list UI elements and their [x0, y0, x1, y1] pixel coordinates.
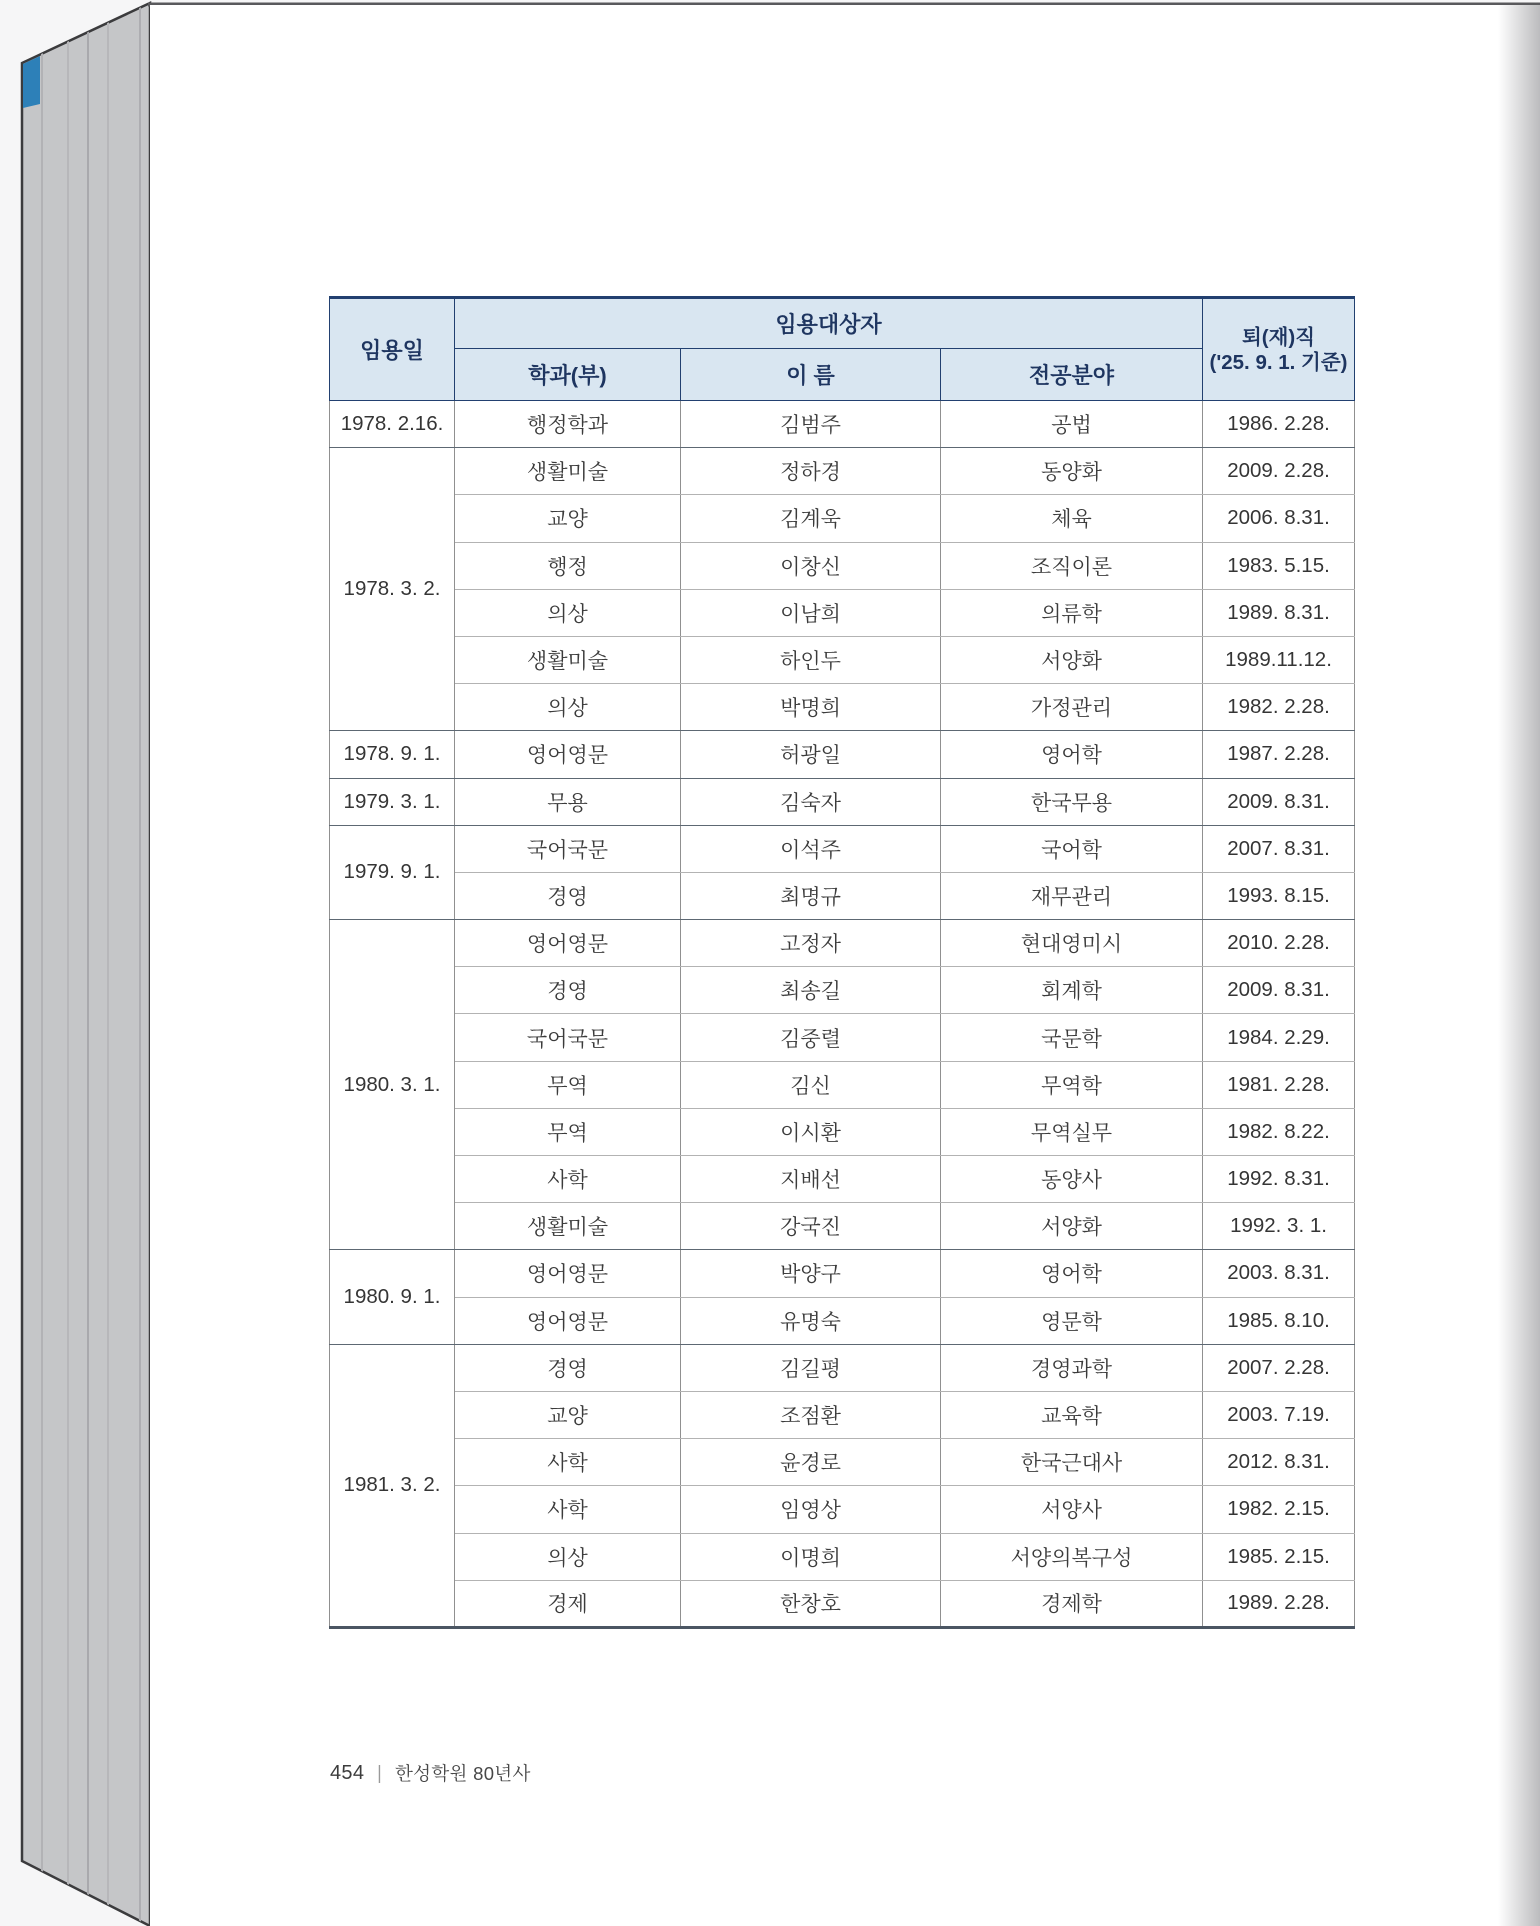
major-cell: 조직이론	[941, 542, 1203, 589]
retirement-date-cell: 2007. 2.28.	[1203, 1344, 1355, 1391]
name-cell: 김중렬	[681, 1014, 941, 1061]
name-cell: 조점환	[681, 1391, 941, 1438]
table-row	[330, 1108, 1355, 1155]
table-row	[330, 1533, 1355, 1580]
major-cell: 경제학	[941, 1580, 1203, 1627]
department-cell: 생활미술	[455, 448, 681, 495]
major-cell: 동양사	[941, 1156, 1203, 1203]
retirement-date-cell: 1981. 2.28.	[1203, 1061, 1355, 1108]
major-cell: 영문학	[941, 1297, 1203, 1344]
retirement-date-cell: 2003. 7.19.	[1203, 1391, 1355, 1438]
department-cell: 경영	[455, 967, 681, 1014]
major-cell: 무역실무	[941, 1108, 1203, 1155]
retirement-date-cell: 1984. 2.29.	[1203, 1014, 1355, 1061]
department-cell: 경영	[455, 872, 681, 919]
major-cell: 영어학	[941, 1250, 1203, 1297]
table-row	[330, 1156, 1355, 1203]
table-row	[330, 1061, 1355, 1108]
appointment-date-cell: 1979. 3. 1.	[330, 778, 455, 825]
major-cell: 한국근대사	[941, 1439, 1203, 1486]
table-row	[330, 589, 1355, 636]
name-cell: 이남희	[681, 589, 941, 636]
major-cell: 회계학	[941, 967, 1203, 1014]
page-number: 454	[330, 1761, 365, 1784]
major-cell: 무역학	[941, 1061, 1203, 1108]
major-cell: 재무관리	[941, 872, 1203, 919]
table-row	[330, 1344, 1355, 1391]
header-name: 이 름	[681, 349, 941, 401]
department-cell: 무역	[455, 1061, 681, 1108]
department-cell: 생활미술	[455, 636, 681, 683]
blue-bookmark-accent	[23, 56, 40, 108]
name-cell: 이석주	[681, 825, 941, 872]
header-appointment-date: 임용일	[330, 298, 455, 401]
name-cell: 윤경로	[681, 1439, 941, 1486]
major-cell: 서양화	[941, 1203, 1203, 1250]
name-cell: 지배선	[681, 1156, 941, 1203]
name-cell: 김길평	[681, 1344, 941, 1391]
table-row	[330, 967, 1355, 1014]
header-appointee-group: 임용대상자	[455, 298, 1203, 349]
table-row	[330, 920, 1355, 967]
table-row	[330, 1297, 1355, 1344]
department-cell: 국어국문	[455, 1014, 681, 1061]
table-row	[330, 1014, 1355, 1061]
retirement-date-cell: 2003. 8.31.	[1203, 1250, 1355, 1297]
department-cell: 사학	[455, 1486, 681, 1533]
header-major: 전공분야	[941, 349, 1203, 401]
retirement-date-cell: 1982. 2.28.	[1203, 684, 1355, 731]
retirement-date-cell: 1989.11.12.	[1203, 636, 1355, 683]
retirement-date-cell: 1985. 8.10.	[1203, 1297, 1355, 1344]
department-cell: 영어영문	[455, 731, 681, 778]
department-cell: 무역	[455, 1108, 681, 1155]
name-cell: 하인두	[681, 636, 941, 683]
table-row	[330, 542, 1355, 589]
retirement-date-cell: 1982. 2.15.	[1203, 1486, 1355, 1533]
name-cell: 최명규	[681, 872, 941, 919]
header-department: 학과(부)	[455, 349, 681, 401]
retirement-date-cell: 1982. 8.22.	[1203, 1108, 1355, 1155]
retirement-date-cell: 1989. 2.28.	[1203, 1580, 1355, 1627]
table-row	[330, 1486, 1355, 1533]
retirement-date-cell: 2009. 8.31.	[1203, 967, 1355, 1014]
department-cell: 사학	[455, 1156, 681, 1203]
major-cell: 가정관리	[941, 684, 1203, 731]
department-cell: 무용	[455, 778, 681, 825]
appointment-date-cell: 1981. 3. 2.	[330, 1344, 455, 1627]
retirement-date-cell: 1993. 8.15.	[1203, 872, 1355, 919]
department-cell: 경영	[455, 1344, 681, 1391]
header-retirement	[1203, 298, 1355, 401]
name-cell: 한창호	[681, 1580, 941, 1627]
table-row	[330, 872, 1355, 919]
retirement-date-cell: 2007. 8.31.	[1203, 825, 1355, 872]
department-cell: 영어영문	[455, 920, 681, 967]
name-cell: 박명희	[681, 684, 941, 731]
table-row	[330, 1203, 1355, 1250]
table-row	[330, 731, 1355, 778]
footer-separator: |	[377, 1761, 382, 1784]
major-cell: 영어학	[941, 731, 1203, 778]
page-footer	[330, 1760, 531, 1786]
department-cell: 의상	[455, 684, 681, 731]
appointment-date-cell: 1980. 3. 1.	[330, 920, 455, 1250]
appointment-date-cell: 1978. 9. 1.	[330, 731, 455, 778]
name-cell: 최송길	[681, 967, 941, 1014]
table-header	[330, 298, 1355, 401]
table-row	[330, 684, 1355, 731]
major-cell: 의류학	[941, 589, 1203, 636]
department-cell: 영어영문	[455, 1250, 681, 1297]
major-cell: 서양사	[941, 1486, 1203, 1533]
name-cell: 강국진	[681, 1203, 941, 1250]
table-row	[330, 1250, 1355, 1297]
retirement-date-cell: 1983. 5.15.	[1203, 542, 1355, 589]
major-cell: 국문학	[941, 1014, 1203, 1061]
department-cell: 교양	[455, 495, 681, 542]
major-cell: 한국무용	[941, 778, 1203, 825]
retirement-date-cell: 2010. 2.28.	[1203, 920, 1355, 967]
header-retirement-line1: 퇴(재)직	[1241, 325, 1316, 349]
book-page	[150, 5, 1540, 1926]
retirement-date-cell: 1989. 8.31.	[1203, 589, 1355, 636]
name-cell: 임영상	[681, 1486, 941, 1533]
retirement-date-cell: 1985. 2.15.	[1203, 1533, 1355, 1580]
name-cell: 고정자	[681, 920, 941, 967]
retirement-date-cell: 2009. 8.31.	[1203, 778, 1355, 825]
appointment-date-cell: 1980. 9. 1.	[330, 1250, 455, 1344]
name-cell: 김범주	[681, 401, 941, 448]
retirement-date-cell: 2006. 8.31.	[1203, 495, 1355, 542]
table-row	[330, 1580, 1355, 1627]
table-row	[330, 825, 1355, 872]
appointment-date-cell: 1978. 3. 2.	[330, 448, 455, 731]
name-cell: 허광일	[681, 731, 941, 778]
major-cell: 교육학	[941, 1391, 1203, 1438]
table-row	[330, 1439, 1355, 1486]
major-cell: 서양의복구성	[941, 1533, 1203, 1580]
table-row	[330, 401, 1355, 448]
table-row	[330, 778, 1355, 825]
name-cell: 김신	[681, 1061, 941, 1108]
table-row	[330, 448, 1355, 495]
major-cell: 현대영미시	[941, 920, 1203, 967]
name-cell: 정하경	[681, 448, 941, 495]
header-retirement-line2: ('25. 9. 1. 기준)	[1209, 350, 1348, 374]
name-cell: 박양구	[681, 1250, 941, 1297]
department-cell: 경제	[455, 1580, 681, 1627]
book-title: 한성학원 80년사	[395, 1763, 531, 1784]
page-curl-shadow	[1498, 5, 1540, 1926]
department-cell: 영어영문	[455, 1297, 681, 1344]
retirement-date-cell: 1986. 2.28.	[1203, 401, 1355, 448]
retirement-date-cell: 1987. 2.28.	[1203, 731, 1355, 778]
retirement-date-cell: 1992. 3. 1.	[1203, 1203, 1355, 1250]
department-cell: 교양	[455, 1391, 681, 1438]
major-cell: 경영과학	[941, 1344, 1203, 1391]
name-cell: 이시환	[681, 1108, 941, 1155]
faculty-roster-table	[329, 296, 1355, 1629]
appointment-date-cell: 1979. 9. 1.	[330, 825, 455, 919]
retirement-date-cell: 1992. 8.31.	[1203, 1156, 1355, 1203]
retirement-date-cell: 2009. 2.28.	[1203, 448, 1355, 495]
department-cell: 행정학과	[455, 401, 681, 448]
name-cell: 유명숙	[681, 1297, 941, 1344]
department-cell: 생활미술	[455, 1203, 681, 1250]
table-row	[330, 495, 1355, 542]
major-cell: 동양화	[941, 448, 1203, 495]
department-cell: 사학	[455, 1439, 681, 1486]
major-cell: 서양화	[941, 636, 1203, 683]
department-cell: 행정	[455, 542, 681, 589]
department-cell: 의상	[455, 589, 681, 636]
table-body	[330, 401, 1355, 1628]
name-cell: 이명희	[681, 1533, 941, 1580]
name-cell: 김계욱	[681, 495, 941, 542]
table-row	[330, 1391, 1355, 1438]
department-cell: 의상	[455, 1533, 681, 1580]
table-row	[330, 636, 1355, 683]
name-cell: 이창신	[681, 542, 941, 589]
major-cell: 국어학	[941, 825, 1203, 872]
major-cell: 체육	[941, 495, 1203, 542]
appointment-date-cell: 1978. 2.16.	[330, 401, 455, 448]
name-cell: 김숙자	[681, 778, 941, 825]
retirement-date-cell: 2012. 8.31.	[1203, 1439, 1355, 1486]
major-cell: 공법	[941, 401, 1203, 448]
department-cell: 국어국문	[455, 825, 681, 872]
